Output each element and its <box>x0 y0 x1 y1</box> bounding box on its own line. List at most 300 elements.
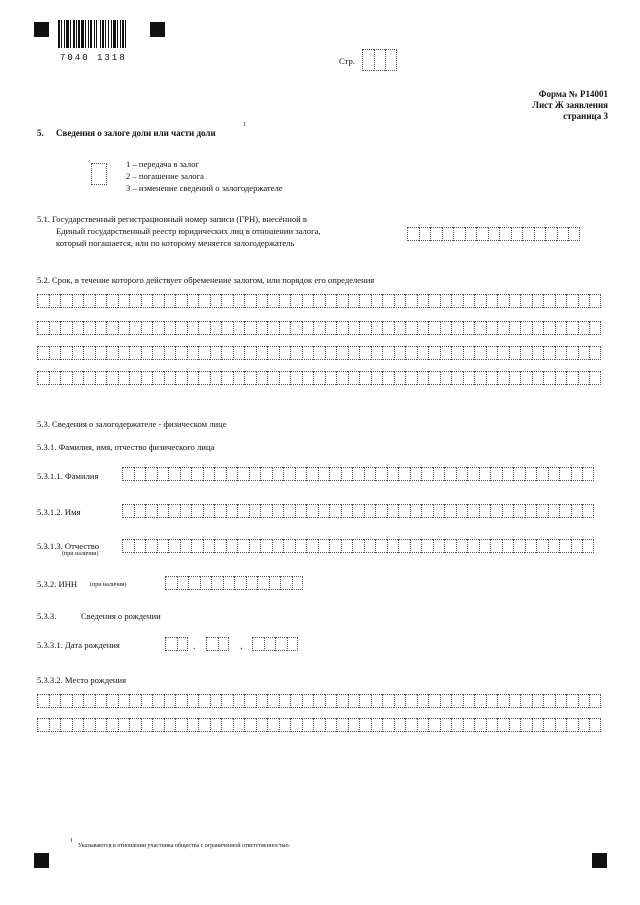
input-cell[interactable] <box>536 467 548 481</box>
input-cell[interactable] <box>520 718 532 732</box>
input-cell[interactable] <box>233 718 245 732</box>
input-cell[interactable] <box>95 321 107 335</box>
input-cell[interactable] <box>440 346 452 360</box>
input-cell[interactable] <box>83 346 95 360</box>
input-cell[interactable] <box>226 467 238 481</box>
input-cell[interactable] <box>428 694 440 708</box>
input-cell[interactable] <box>295 504 307 518</box>
input-cell[interactable] <box>260 467 272 481</box>
birth-day-input[interactable] <box>165 637 188 651</box>
input-cell[interactable] <box>313 718 325 732</box>
input-cell[interactable] <box>210 694 222 708</box>
input-cell[interactable] <box>336 371 348 385</box>
input-cell[interactable] <box>371 346 383 360</box>
input-cell[interactable] <box>152 718 164 732</box>
input-cell[interactable] <box>118 718 130 732</box>
input-cell[interactable] <box>233 371 245 385</box>
grn-input[interactable] <box>407 227 580 241</box>
input-cell[interactable] <box>257 576 269 590</box>
input-cell[interactable] <box>463 371 475 385</box>
input-cell[interactable] <box>272 539 284 553</box>
input-cell[interactable] <box>428 346 440 360</box>
input-cell[interactable] <box>180 504 192 518</box>
input-cell[interactable] <box>486 718 498 732</box>
input-cell[interactable] <box>589 371 601 385</box>
input-cell[interactable] <box>223 576 235 590</box>
input-cell[interactable] <box>164 294 176 308</box>
input-cell[interactable] <box>198 346 210 360</box>
input-cell[interactable] <box>451 718 463 732</box>
input-cell[interactable] <box>474 346 486 360</box>
input-cell[interactable] <box>279 346 291 360</box>
input-cell[interactable] <box>233 694 245 708</box>
input-cell[interactable] <box>290 321 302 335</box>
input-cell[interactable] <box>164 321 176 335</box>
input-cell[interactable] <box>486 294 498 308</box>
input-cell[interactable] <box>122 539 134 553</box>
input-cell[interactable] <box>398 467 410 481</box>
input-cell[interactable] <box>129 294 141 308</box>
input-cell[interactable] <box>375 467 387 481</box>
input-cell[interactable] <box>60 294 72 308</box>
input-cell[interactable] <box>479 539 491 553</box>
input-cell[interactable] <box>214 504 226 518</box>
input-cell[interactable] <box>175 346 187 360</box>
input-cell[interactable] <box>428 371 440 385</box>
input-cell[interactable] <box>486 694 498 708</box>
birth-place-row-1[interactable] <box>37 694 601 708</box>
input-cell[interactable] <box>589 346 601 360</box>
input-cell[interactable] <box>589 718 601 732</box>
input-cell[interactable] <box>479 504 491 518</box>
input-cell[interactable] <box>387 504 399 518</box>
input-cell[interactable] <box>292 576 304 590</box>
input-cell[interactable] <box>578 718 590 732</box>
input-cell[interactable] <box>456 467 468 481</box>
input-cell[interactable] <box>168 467 180 481</box>
input-cell[interactable] <box>264 637 276 651</box>
input-cell[interactable] <box>290 371 302 385</box>
input-cell[interactable] <box>405 718 417 732</box>
input-cell[interactable] <box>244 346 256 360</box>
input-cell[interactable] <box>578 346 590 360</box>
input-cell[interactable] <box>283 539 295 553</box>
input-cell[interactable] <box>221 294 233 308</box>
input-cell[interactable] <box>290 294 302 308</box>
input-cell[interactable] <box>129 718 141 732</box>
input-cell[interactable] <box>398 504 410 518</box>
input-cell[interactable] <box>95 371 107 385</box>
input-cell[interactable] <box>325 371 337 385</box>
input-cell[interactable] <box>244 718 256 732</box>
input-cell[interactable] <box>106 371 118 385</box>
input-cell[interactable] <box>486 346 498 360</box>
input-cell[interactable] <box>520 346 532 360</box>
input-cell[interactable] <box>421 504 433 518</box>
input-cell[interactable] <box>394 694 406 708</box>
input-cell[interactable] <box>463 346 475 360</box>
input-cell[interactable] <box>479 467 491 481</box>
input-cell[interactable] <box>83 371 95 385</box>
input-cell[interactable] <box>198 718 210 732</box>
input-cell[interactable] <box>352 539 364 553</box>
input-cell[interactable] <box>175 321 187 335</box>
input-cell[interactable] <box>543 694 555 708</box>
input-cell[interactable] <box>364 504 376 518</box>
input-cell[interactable] <box>463 321 475 335</box>
input-cell[interactable] <box>260 539 272 553</box>
input-cell[interactable] <box>279 718 291 732</box>
input-cell[interactable] <box>233 321 245 335</box>
input-cell[interactable] <box>72 718 84 732</box>
input-cell[interactable] <box>364 467 376 481</box>
input-cell[interactable] <box>525 467 537 481</box>
input-cell[interactable] <box>275 637 287 651</box>
input-cell[interactable] <box>421 467 433 481</box>
input-cell[interactable] <box>566 718 578 732</box>
input-cell[interactable] <box>256 371 268 385</box>
input-cell[interactable] <box>463 694 475 708</box>
input-cell[interactable] <box>145 504 157 518</box>
input-cell[interactable] <box>244 294 256 308</box>
input-cell[interactable] <box>405 694 417 708</box>
input-cell[interactable] <box>410 539 422 553</box>
input-cell[interactable] <box>325 346 337 360</box>
input-cell[interactable] <box>279 694 291 708</box>
input-cell[interactable] <box>336 694 348 708</box>
input-cell[interactable] <box>106 321 118 335</box>
input-cell[interactable] <box>359 718 371 732</box>
input-cell[interactable] <box>543 371 555 385</box>
input-cell[interactable] <box>37 694 49 708</box>
input-cell[interactable] <box>589 694 601 708</box>
input-cell[interactable] <box>106 294 118 308</box>
input-cell[interactable] <box>336 294 348 308</box>
input-cell[interactable] <box>141 371 153 385</box>
input-cell[interactable] <box>214 539 226 553</box>
input-cell[interactable] <box>509 321 521 335</box>
input-cell[interactable] <box>141 694 153 708</box>
input-cell[interactable] <box>211 576 223 590</box>
input-cell[interactable] <box>267 694 279 708</box>
input-cell[interactable] <box>578 371 590 385</box>
input-cell[interactable] <box>451 371 463 385</box>
input-cell[interactable] <box>226 504 238 518</box>
input-cell[interactable] <box>394 294 406 308</box>
input-cell[interactable] <box>295 467 307 481</box>
input-cell[interactable] <box>252 637 264 651</box>
input-cell[interactable] <box>329 539 341 553</box>
input-cell[interactable] <box>325 694 337 708</box>
input-cell[interactable] <box>210 371 222 385</box>
input-cell[interactable] <box>348 694 360 708</box>
input-cell[interactable] <box>200 576 212 590</box>
input-cell[interactable] <box>348 371 360 385</box>
input-cell[interactable] <box>543 321 555 335</box>
input-cell[interactable] <box>467 467 479 481</box>
input-cell[interactable] <box>394 718 406 732</box>
inn-input[interactable] <box>165 576 303 590</box>
input-cell[interactable] <box>555 294 567 308</box>
input-cell[interactable] <box>451 346 463 360</box>
term-row-3[interactable] <box>37 346 601 360</box>
input-cell[interactable] <box>430 227 442 241</box>
input-cell[interactable] <box>440 694 452 708</box>
input-cell[interactable] <box>83 718 95 732</box>
input-cell[interactable] <box>141 321 153 335</box>
input-cell[interactable] <box>279 294 291 308</box>
input-cell[interactable] <box>237 504 249 518</box>
input-cell[interactable] <box>467 539 479 553</box>
input-cell[interactable] <box>329 504 341 518</box>
input-cell[interactable] <box>72 346 84 360</box>
input-cell[interactable] <box>318 539 330 553</box>
input-cell[interactable] <box>566 346 578 360</box>
input-cell[interactable] <box>267 294 279 308</box>
input-cell[interactable] <box>536 539 548 553</box>
input-cell[interactable] <box>168 539 180 553</box>
input-cell[interactable] <box>532 321 544 335</box>
input-cell[interactable] <box>37 294 49 308</box>
input-cell[interactable] <box>444 467 456 481</box>
input-cell[interactable] <box>456 539 468 553</box>
input-cell[interactable] <box>571 467 583 481</box>
input-cell[interactable] <box>279 321 291 335</box>
input-cell[interactable] <box>187 346 199 360</box>
input-cell[interactable] <box>234 576 246 590</box>
input-cell[interactable] <box>60 371 72 385</box>
input-cell[interactable] <box>141 718 153 732</box>
input-cell[interactable] <box>49 718 61 732</box>
input-cell[interactable] <box>474 694 486 708</box>
input-cell[interactable] <box>60 718 72 732</box>
term-row-1[interactable] <box>37 294 601 308</box>
input-cell[interactable] <box>341 467 353 481</box>
input-cell[interactable] <box>490 504 502 518</box>
input-cell[interactable] <box>95 694 107 708</box>
input-cell[interactable] <box>513 467 525 481</box>
input-cell[interactable] <box>283 504 295 518</box>
input-cell[interactable] <box>417 718 429 732</box>
input-cell[interactable] <box>566 321 578 335</box>
input-cell[interactable] <box>387 539 399 553</box>
input-cell[interactable] <box>129 346 141 360</box>
input-cell[interactable] <box>532 294 544 308</box>
input-cell[interactable] <box>306 504 318 518</box>
input-cell[interactable] <box>559 504 571 518</box>
input-cell[interactable] <box>417 694 429 708</box>
input-cell[interactable] <box>497 718 509 732</box>
term-row-2[interactable] <box>37 321 601 335</box>
input-cell[interactable] <box>272 467 284 481</box>
input-cell[interactable] <box>417 321 429 335</box>
input-cell[interactable] <box>582 504 594 518</box>
input-cell[interactable] <box>191 504 203 518</box>
input-cell[interactable] <box>589 321 601 335</box>
input-cell[interactable] <box>210 718 222 732</box>
input-cell[interactable] <box>509 694 521 708</box>
input-cell[interactable] <box>352 467 364 481</box>
input-cell[interactable] <box>497 294 509 308</box>
input-cell[interactable] <box>134 504 146 518</box>
input-cell[interactable] <box>417 371 429 385</box>
input-cell[interactable] <box>419 227 431 241</box>
input-cell[interactable] <box>214 467 226 481</box>
input-cell[interactable] <box>244 321 256 335</box>
input-cell[interactable] <box>421 539 433 553</box>
input-cell[interactable] <box>433 467 445 481</box>
input-cell[interactable] <box>72 321 84 335</box>
input-cell[interactable] <box>463 718 475 732</box>
input-cell[interactable] <box>165 637 177 651</box>
input-cell[interactable] <box>417 294 429 308</box>
input-cell[interactable] <box>313 321 325 335</box>
input-cell[interactable] <box>175 294 187 308</box>
input-cell[interactable] <box>428 321 440 335</box>
input-cell[interactable] <box>545 227 557 241</box>
input-cell[interactable] <box>249 504 261 518</box>
input-cell[interactable] <box>157 467 169 481</box>
input-cell[interactable] <box>177 637 189 651</box>
input-cell[interactable] <box>453 227 465 241</box>
input-cell[interactable] <box>221 694 233 708</box>
input-cell[interactable] <box>83 321 95 335</box>
input-cell[interactable] <box>566 371 578 385</box>
input-cell[interactable] <box>164 718 176 732</box>
input-cell[interactable] <box>198 371 210 385</box>
input-cell[interactable] <box>203 539 215 553</box>
input-cell[interactable] <box>534 227 546 241</box>
input-cell[interactable] <box>497 346 509 360</box>
input-cell[interactable] <box>118 294 130 308</box>
input-cell[interactable] <box>440 718 452 732</box>
input-cell[interactable] <box>267 346 279 360</box>
input-cell[interactable] <box>336 718 348 732</box>
input-cell[interactable] <box>451 694 463 708</box>
input-cell[interactable] <box>359 294 371 308</box>
input-cell[interactable] <box>589 294 601 308</box>
input-cell[interactable] <box>203 504 215 518</box>
input-cell[interactable] <box>497 694 509 708</box>
input-cell[interactable] <box>122 467 134 481</box>
input-cell[interactable] <box>49 371 61 385</box>
input-cell[interactable] <box>398 539 410 553</box>
input-cell[interactable] <box>175 718 187 732</box>
input-cell[interactable] <box>348 321 360 335</box>
input-cell[interactable] <box>256 718 268 732</box>
input-cell[interactable] <box>341 539 353 553</box>
input-cell[interactable] <box>95 718 107 732</box>
birth-place-row-2[interactable] <box>37 718 601 732</box>
input-cell[interactable] <box>474 321 486 335</box>
input-cell[interactable] <box>302 694 314 708</box>
input-cell[interactable] <box>348 346 360 360</box>
input-cell[interactable] <box>180 467 192 481</box>
input-cell[interactable] <box>341 504 353 518</box>
input-cell[interactable] <box>359 371 371 385</box>
input-cell[interactable] <box>72 294 84 308</box>
input-cell[interactable] <box>175 371 187 385</box>
input-cell[interactable] <box>129 371 141 385</box>
input-cell[interactable] <box>582 539 594 553</box>
input-cell[interactable] <box>407 227 419 241</box>
input-cell[interactable] <box>532 346 544 360</box>
input-cell[interactable] <box>72 371 84 385</box>
input-cell[interactable] <box>463 294 475 308</box>
input-cell[interactable] <box>187 371 199 385</box>
input-cell[interactable] <box>164 346 176 360</box>
input-cell[interactable] <box>95 346 107 360</box>
input-cell[interactable] <box>256 694 268 708</box>
input-cell[interactable] <box>106 346 118 360</box>
input-cell[interactable] <box>218 637 230 651</box>
input-cell[interactable] <box>371 694 383 708</box>
input-cell[interactable] <box>283 467 295 481</box>
input-cell[interactable] <box>578 294 590 308</box>
input-cell[interactable] <box>410 504 422 518</box>
input-cell[interactable] <box>548 467 560 481</box>
input-cell[interactable] <box>371 321 383 335</box>
input-cell[interactable] <box>134 539 146 553</box>
input-cell[interactable] <box>467 504 479 518</box>
input-cell[interactable] <box>249 467 261 481</box>
input-cell[interactable] <box>188 576 200 590</box>
input-cell[interactable] <box>106 694 118 708</box>
input-cell[interactable] <box>164 371 176 385</box>
input-cell[interactable] <box>83 694 95 708</box>
input-cell[interactable] <box>210 294 222 308</box>
input-cell[interactable] <box>267 371 279 385</box>
input-cell[interactable] <box>267 321 279 335</box>
input-cell[interactable] <box>566 294 578 308</box>
input-cell[interactable] <box>509 718 521 732</box>
input-cell[interactable] <box>249 539 261 553</box>
input-cell[interactable] <box>233 346 245 360</box>
input-cell[interactable] <box>559 467 571 481</box>
input-cell[interactable] <box>375 504 387 518</box>
input-cell[interactable] <box>141 294 153 308</box>
input-cell[interactable] <box>221 718 233 732</box>
input-cell[interactable] <box>233 294 245 308</box>
input-cell[interactable] <box>364 539 376 553</box>
input-cell[interactable] <box>440 294 452 308</box>
input-cell[interactable] <box>359 694 371 708</box>
input-cell[interactable] <box>198 294 210 308</box>
input-cell[interactable] <box>405 371 417 385</box>
input-cell[interactable] <box>72 694 84 708</box>
input-cell[interactable] <box>476 227 488 241</box>
input-cell[interactable] <box>451 294 463 308</box>
input-cell[interactable] <box>394 371 406 385</box>
input-cell[interactable] <box>511 227 523 241</box>
pledge-type-cell[interactable] <box>91 163 107 185</box>
input-cell[interactable] <box>221 321 233 335</box>
input-cell[interactable] <box>336 346 348 360</box>
input-cell[interactable] <box>279 371 291 385</box>
input-cell[interactable] <box>555 718 567 732</box>
input-cell[interactable] <box>352 504 364 518</box>
input-cell[interactable] <box>394 321 406 335</box>
input-cell[interactable] <box>474 294 486 308</box>
input-cell[interactable] <box>210 321 222 335</box>
input-cell[interactable] <box>203 467 215 481</box>
input-cell[interactable] <box>141 346 153 360</box>
input-cell[interactable] <box>260 504 272 518</box>
input-cell[interactable] <box>60 694 72 708</box>
input-cell[interactable] <box>371 718 383 732</box>
input-cell[interactable] <box>382 321 394 335</box>
input-cell[interactable] <box>118 694 130 708</box>
